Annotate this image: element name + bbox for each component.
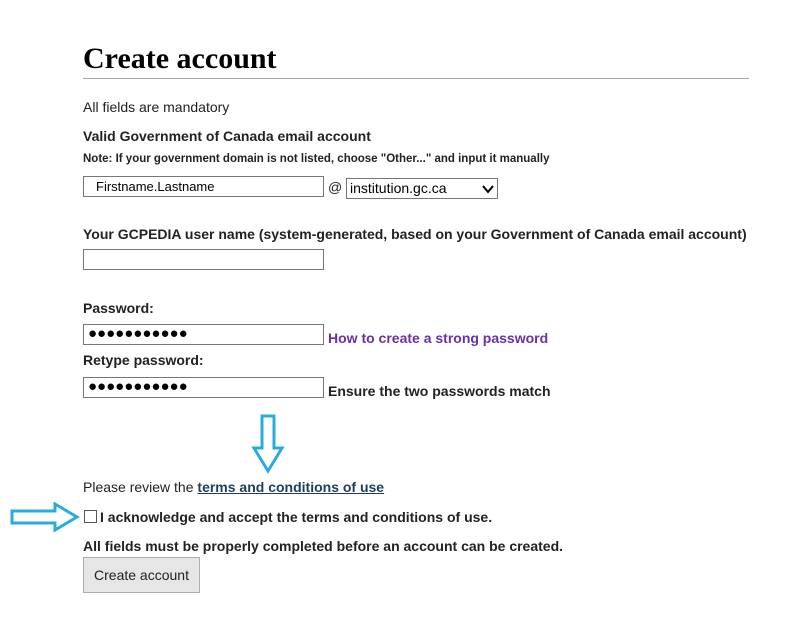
create-account-button[interactable] <box>83 557 200 593</box>
terms-prefix: Please review the <box>83 479 194 495</box>
email-note: Note: If your government domain is not listed, choose "Other..." and input it manually <box>83 153 550 165</box>
terms-review-text <box>83 479 384 496</box>
strong-password-link[interactable]: How to create a strong password <box>328 330 549 346</box>
completion-warning: All fields must be properly completed before an account can be created. <box>83 538 564 554</box>
gcpedia-username-field[interactable] <box>83 249 324 270</box>
password-match-hint: Ensure the two passwords match <box>328 383 551 399</box>
password-label: Password: <box>83 300 154 316</box>
terms-link[interactable]: terms and conditions of use <box>197 479 385 495</box>
email-username-field[interactable]: Firstname.Lastname <box>83 176 324 197</box>
retype-password-field[interactable]: ●●●●●●●●●●● <box>83 377 324 398</box>
email-domain-select[interactable] <box>346 178 498 199</box>
password-field[interactable]: ●●●●●●●●●●● <box>83 324 324 345</box>
right-arrow-icon <box>10 502 80 532</box>
mandatory-note: All fields are mandatory <box>83 99 230 115</box>
terms-checkbox[interactable] <box>84 510 97 523</box>
down-arrow-icon <box>251 414 285 474</box>
email-domain-selected: institution.gc.ca <box>350 180 447 196</box>
email-label: Valid Government of Canada email account <box>83 128 371 144</box>
page-title: Create account <box>83 40 749 79</box>
at-sign: @ <box>328 179 343 195</box>
create-account-button-label: Create account <box>94 567 189 583</box>
terms-acknowledge-label: I acknowledge and accept the terms and conditions of use. <box>100 509 493 525</box>
gcpedia-username-label: Your GCPEDIA user name (system-generated, based on your Government of Canada email account) <box>83 226 747 242</box>
chevron-down-icon <box>482 183 494 195</box>
retype-password-label: Retype password: <box>83 352 204 368</box>
